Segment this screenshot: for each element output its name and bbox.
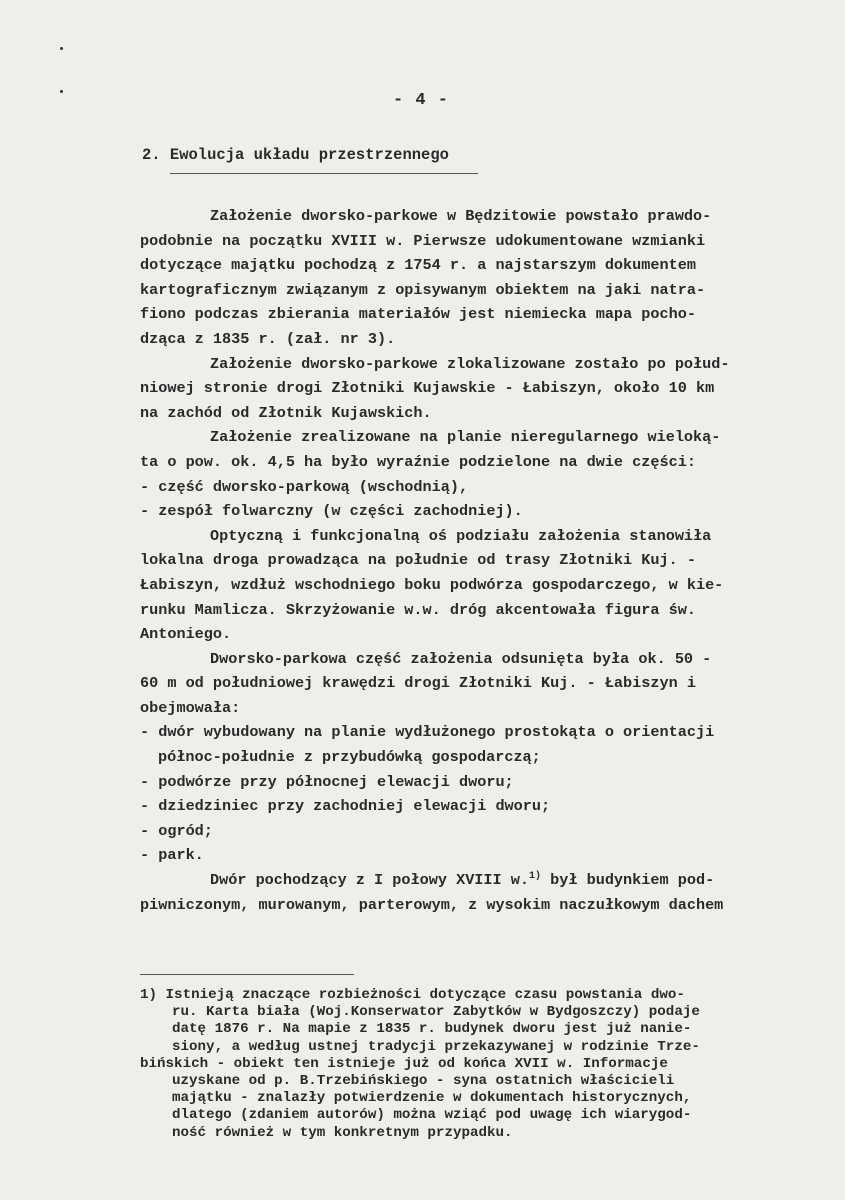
footnote-line: ność również w tym konkretnym przypadku.: [172, 1124, 513, 1141]
margin-mark: [60, 47, 63, 50]
text-line: - zespół folwarczny (w części zachodniej).: [140, 502, 523, 521]
text-line: lokalna droga prowadząca na południe od trasy Złotniki Kuj. -: [140, 551, 696, 570]
heading-underline: [170, 173, 478, 174]
footnote-line: ru. Karta biała (Woj.Konserwator Zabytków w Bydgoszczy) podaje: [172, 1004, 700, 1021]
text-line: - podwórze przy północnej elewacji dworu;: [140, 772, 514, 791]
text-line: podobnie na początku XVIII w. Pierwsze udokumentowane wzmianki: [140, 231, 706, 250]
footnote-line: siony, a według ustnej tradycji przekazywanej w rodzinie Trze-: [172, 1038, 700, 1055]
text-line: - dwór wybudowany na planie wydłużonego prostokąta o orientacji: [140, 723, 715, 742]
page-number: - 4 -: [393, 91, 450, 110]
text-line: dząca z 1835 r. (zał. nr 3).: [140, 329, 396, 348]
footnote-line: dlatego (zdaniem autorów) można wziąć pod uwagę ich wiarygod-: [172, 1107, 692, 1124]
text-line: kartograficznym związanym z opisywanym obiektem na jaki natra-: [140, 280, 706, 299]
text-line: dotyczące majątku pochodzą z 1754 r. a najstarszym dokumentem: [140, 256, 696, 275]
footnote-line: 1) Istnieją znaczące rozbieżności dotyczące czasu powstania dwo-: [140, 987, 685, 1003]
text-line: - dziedziniec przy zachodniej elewacji dworu;: [140, 797, 551, 816]
text-line: - park.: [140, 846, 204, 865]
text-line: na zachód od Złotnik Kujawskich.: [140, 403, 432, 422]
text-line: Łabiszyn, wzdłuż wschodniego boku podwórza gospodarczego, w kie-: [140, 575, 724, 594]
footnote-separator: [140, 974, 354, 975]
text-line: runku Mamlicza. Skrzyżowanie w.w. dróg akcentowała figura św.: [140, 600, 696, 619]
text-line: Założenie dworsko-parkowe zlokalizowane zostało po połud-: [210, 354, 730, 373]
footnote-reference: 1): [529, 870, 542, 882]
footnote-line: bińskich - obiekt ten istnieje już od końca XVII w. Informacje: [140, 1055, 668, 1072]
footnote-line: datę 1876 r. Na mapie z 1835 r. budynek dworu jest już nanie-: [172, 1021, 692, 1038]
text-line: - część dworsko-parkową (wschodnią),: [140, 477, 469, 496]
text-line: piwniczonym, murowanym, parterowym, z wysokim naczułkowym dachem: [140, 895, 724, 914]
text-line: 60 m od południowej krawędzi drogi Złotniki Kuj. - Łabiszyn i: [140, 674, 696, 693]
footnote-line: uzyskane od p. B.Trzebińskiego - syna ostatnich właścicieli: [172, 1073, 675, 1090]
section-heading: 2. Ewolucja układu przestrzennego: [142, 146, 449, 164]
text-line: Założenie dworsko-parkowe w Będzitowie powstało prawdo-: [210, 207, 712, 225]
body-text: [140, 204, 790, 917]
text-line: ta o pow. ok. 4,5 ha było wyraźnie podzielone na dwie części:: [140, 452, 696, 471]
text-line: północ-południe z przybudówką gospodarczą;: [158, 748, 541, 767]
text-line: Założenie zrealizowane na planie nieregularnego wieloką-: [210, 428, 721, 447]
text-line: fiono podczas zbierania materiałów jest niemiecka mapa pocho-: [140, 305, 696, 324]
text-line: Dworsko-parkowa część założenia odsunięta była ok. 50 -: [210, 649, 712, 668]
text-line: - ogród;: [140, 821, 213, 840]
text-line: Dwór pochodzący z I połowy XVIII w.$^{1)}$ był budynkiem pod-: [210, 870, 715, 890]
text-line: niowej stronie drogi Złotniki Kujawskie - Łabiszyn, około 10 km: [140, 379, 715, 398]
margin-mark: [60, 90, 63, 93]
footnote-line: majątku - znalazły potwierdzenie w dokumentach historycznych,: [172, 1090, 692, 1107]
text-line: Optyczną i funkcjonalną oś podziału założenia stanowiła: [210, 526, 712, 545]
text-line: obejmowała:: [140, 698, 241, 717]
footnote: [140, 987, 800, 1142]
text-line: Antoniego.: [140, 625, 232, 644]
